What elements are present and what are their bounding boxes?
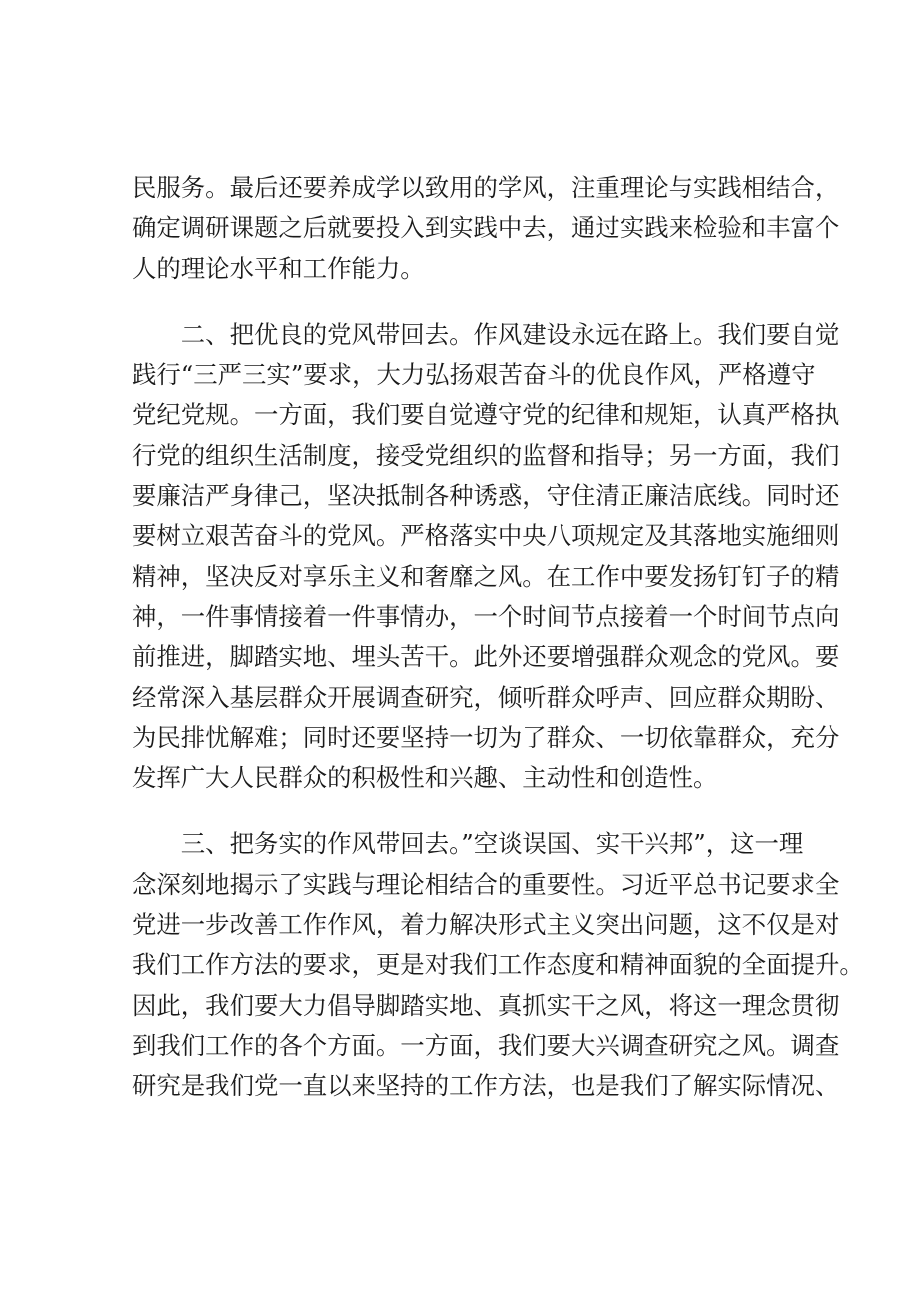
paragraph-line: 神，一件事情接着一件事情办，一个时间节点接着一个时间节点向 [132, 601, 840, 631]
paragraph-line: 为民排忧解难；同时还要坚持一切为了群众、一切依靠群众，充分 [132, 722, 840, 752]
paragraph-line: 念深刻地揭示了实践与理论相结合的重要性。习近平总书记要求全 [132, 869, 840, 899]
paragraph-line: 研究是我们党一直以来坚持的工作方法，也是我们了解实际情况、 [132, 1071, 840, 1101]
paragraph-line: 践行“三严三实”要求，大力弘扬艰苦奋斗的优良作风，严格遵守 [132, 360, 816, 390]
paragraph-intro [132, 168, 840, 289]
paragraph-line: 前推进，脚踏实地、埋头苦干。此外还要增强群众观念的党风。要 [132, 642, 840, 672]
paragraph-line: 发挥广大人民群众的积极性和兴趣、主动性和创造性。 [132, 763, 718, 793]
paragraph-line: 党进一步改善工作作风，着力解决形式主义突出问题，这不仅是对 [132, 910, 840, 940]
paragraph-line: 确定调研课题之后就要投入到实践中去，通过实践来检验和丰富个 [132, 213, 840, 243]
paragraph-line: 到我们工作的各个方面。一方面，我们要大兴调查研究之风。调查 [132, 1030, 840, 1060]
paragraph-spacer [132, 798, 796, 824]
paragraph-two [132, 315, 840, 799]
paragraph-line: 我们工作方法的要求，更是对我们工作态度和精神面貌的全面提升。 [132, 950, 864, 980]
paragraph-three [132, 824, 864, 1106]
paragraph-line: 三、把务实的作风带回去。”空谈误国、实干兴邦”，这一理 [132, 829, 804, 859]
paragraph-line: 行党的组织生活制度，接受党组织的监督和指导；另一方面，我们 [132, 440, 840, 470]
document-body [132, 168, 864, 1107]
paragraph-line: 人的理论水平和工作能力。 [132, 253, 425, 283]
paragraph-line: 精神，坚决反对享乐主义和奢靡之风。在工作中要发扬钉钉子的精 [132, 561, 840, 591]
paragraph-line: 因此，我们要大力倡导脚踏实地、真抓实干之风，将这一理念贯彻 [132, 990, 840, 1020]
paragraph-line: 民服务。最后还要养成学以致用的学风，注重理论与实践相结合， [132, 173, 840, 202]
paragraph-line: 二、把优良的党风带回去。作风建设永远在路上。我们要自觉 [132, 319, 840, 349]
paragraph-line: 要树立艰苦奋斗的党风。严格落实中央八项规定及其落地实施细则 [132, 521, 840, 551]
paragraph-line: 要廉洁严身律己，坚决抵制各种诱惑，守住清正廉洁底线。同时还 [132, 481, 840, 511]
paragraph-spacer [132, 289, 796, 315]
paragraph-line: 党纪党规。一方面，我们要自觉遵守党的纪律和规矩，认真严格执 [132, 400, 840, 430]
paragraph-line: 经常深入基层群众开展调查研究，倾听群众呼声、回应群众期盼、 [132, 682, 840, 712]
